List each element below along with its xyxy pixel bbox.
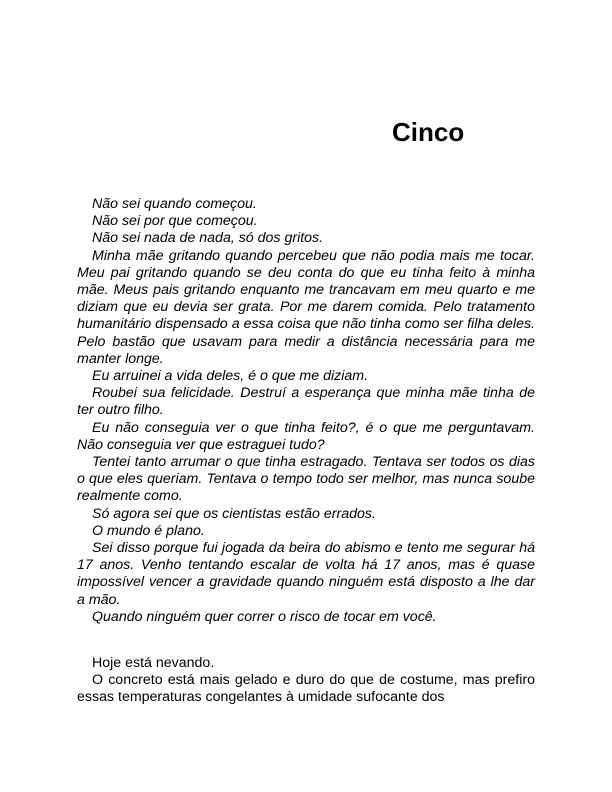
paragraph: O mundo é plano.	[92, 522, 205, 539]
paragraph: Sei disso porque fui jogada da beira do abismo e tento me segurar há 17 anos. Venho tentando escalar de volta há 17 anos, mas é quase impossível vencer a gravidade quando ninguém está disposto a lhe dar a mão.	[77, 540, 535, 608]
narrative-section	[77, 655, 535, 707]
chapter-title: Cinco	[392, 117, 465, 147]
italic-prologue-section	[77, 196, 535, 626]
paragraph: Só agora sei que os cientistas estão errados.	[92, 505, 376, 522]
paragraph: Hoje está nevando.	[92, 655, 215, 671]
paragraph: Roubei sua felicidade. Destruí a esperança que minha mãe tinha de ter outro filho.	[77, 385, 535, 419]
paragraph: Eu arruinei a vida deles, é o que me diziam.	[92, 368, 369, 385]
paragraph: Eu não conseguia ver o que tinha feito?, é o que me perguntavam. Não conseguia ver que estraguei tudo?	[77, 419, 535, 453]
paragraph: O concreto está mais gelado e duro do que de costume, mas prefiro essas temperaturas congelantes à umidade sufocante dos	[77, 672, 535, 706]
paragraph: Não sei quando começou.	[92, 196, 257, 212]
paragraph: Não sei por que começou.	[92, 213, 258, 230]
paragraph: Tentei tanto arrumar o que tinha estragado. Tentava ser todos os dias o que eles queriam. Tentava o tempo todo ser melhor, mas nunca soube realmente como.	[77, 454, 535, 505]
paragraph: Quando ninguém quer correr o risco de tocar em você.	[92, 608, 437, 625]
paragraph: Não sei nada de nada, só dos gritos.	[92, 230, 324, 247]
paragraph: Minha mãe gritando quando percebeu que não podia mais me tocar. Meu pai gritando quando se deu conta do que eu tinha feito à minha mãe. Meus pais gritando enquanto me trancavam em meu quarto e me diziam que eu devia ser grata. Por me darem comida. Pelo tratamento humanitário dispensado a essa coisa que não tinha como ser filha deles. Pelo bastão que usavam para medir a distância necessária para me manter longe.	[77, 247, 535, 367]
